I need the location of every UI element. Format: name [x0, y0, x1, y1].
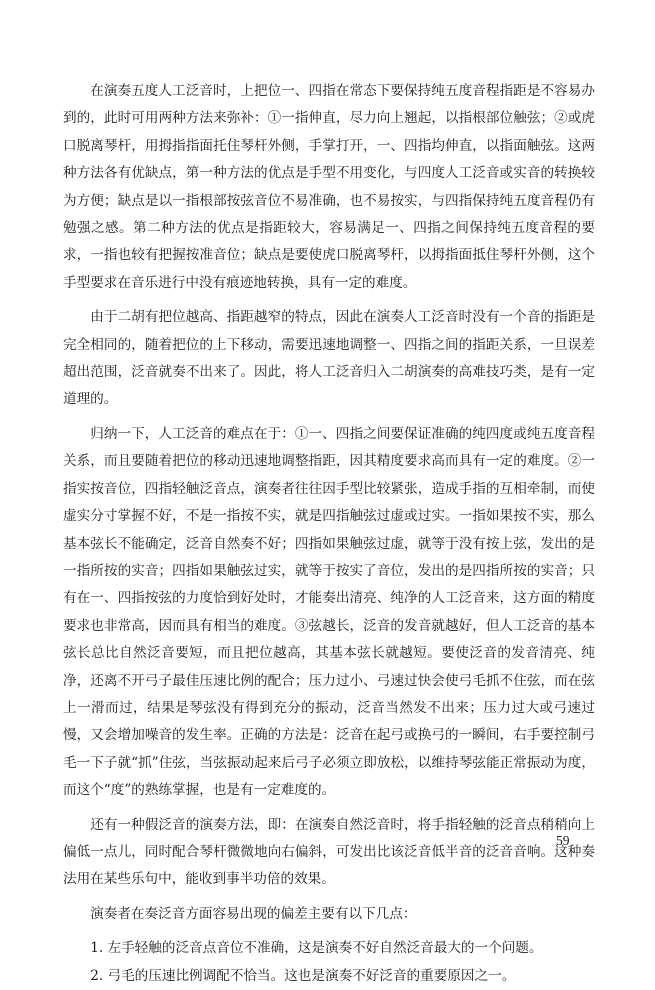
- paragraph-finger-distance: 由于二胡有把位越高、指距越窄的特点，因此在演奏人工泛音时没有一个音的指距是完全相同的，随着把位的上下移动，需要迅速地调整一、四指之间的指距关系，一旦误差超出范围，泛音就奏不出来了。因此，将人工泛音归入二胡演奏的高难技巧类，是有一定道理的。: [63, 309, 595, 408]
- list-item-error-2: 2. 弓毛的压速比例调配不恰当。这也是演奏不好泛音的重要原因之一。: [90, 967, 516, 984]
- page-body: [63, 78, 595, 990]
- list-item-error-1: 1. 左手轻触的泛音点音位不准确，这是演奏不好自然泛音最大的一个问题。: [90, 940, 543, 957]
- paragraph-difficulties: 归纳一下，人工泛音的难点在于：①一、四指之间要保证准确的纯四度或纯五度音程关系，而且要随着把位的移动迅速地调整指距，因其精度要求高而具有一定的难度。②一指实按音位，四指轻触泛音点，演奏者往往因手型比较紧张，造成手指的互相牵制，而使虚实分寸掌握不好，不是一指按不实，就是四指触弦过虚或过实。一指如果按不实，那么基本弦长不能确定，泛音自然奏不好；四指如果触弦过虚，就等于没有按上弦，发出的是一指所按的实音；四指如果触弦过实，就等于按实了音位，发出的是四指所按的实音；只有在一、四指按弦的力度恰到好处时，才能奏出清亮、纯净的人工泛音来，这方面的精度要求也非常高，因而具有相当的难度。③弦越长，泛音的发音就越好，但人工泛音的基本弦长总比自然泛音要短，而且把位越高，其基本弦长就越短。要使泛音的发音清亮、纯净，还离不开弓子最佳压速比例的配合；压力过小、弓速过快会使弓毛抓不住弦，而在弦上一滑而过，结果是琴弦没有得到充分的振动，泛音当然发不出来；压力过大或弓速过慢，又会增加噪音的发生率。正确的方法是：泛音在起弓或换弓的一瞬间，右手要控制弓毛一下子就“抓”住弦，当弦振动起来后弓子必须立即放松，以维持琴弦能正常振动为度，而这个“度”的熟练掌握，也是有一定难度的。: [63, 425, 595, 799]
- page-number: 59: [556, 833, 570, 848]
- paragraph-false-harmonic: 还有一种假泛音的演奏方法，即：在演奏自然泛音时，将手指轻触的泛音点稍稍向上偏低一点儿，同时配合琴杆微微地向右偏斜，可发出比该泛音低半音的泛音音响。这种奏法用在某些乐句中，能收到事半功倍的效果。: [63, 816, 595, 888]
- paragraph-common-errors-intro: 演奏者在奏泛音方面容易出现的偏差主要有以下几点：: [90, 905, 417, 922]
- paragraph-fifth-harmonic: 在演奏五度人工泛音时，上把位一、四指在常态下要保持纯五度音程指距是不容易办到的，此时可用两种方法来弥补：①一指伸直，尽力向上翘起，以指根部位触弦；②或虎口脱离琴杆，用拇指指面托住琴杆外侧，手掌打开，一、四指均伸直，以指面触弦。这两种方法各有优缺点，第一种方法的优点是手型不用变化，与四度人工泛音或实音的转换较为方便；缺点是以一指根部按弦音位不易准确，也不易按实，与四指保持纯五度音程仍有勉强之感。第二种方法的优点是指距较大，容易满足一、四指之间保持纯五度音程的要求，一指也较有把握按准音位；缺点是要使虎口脱离琴杆，以拇指面抵住琴杆外侧，这个手型要求在音乐进行中没有痕迹地转换，具有一定的难度。: [63, 83, 595, 291]
